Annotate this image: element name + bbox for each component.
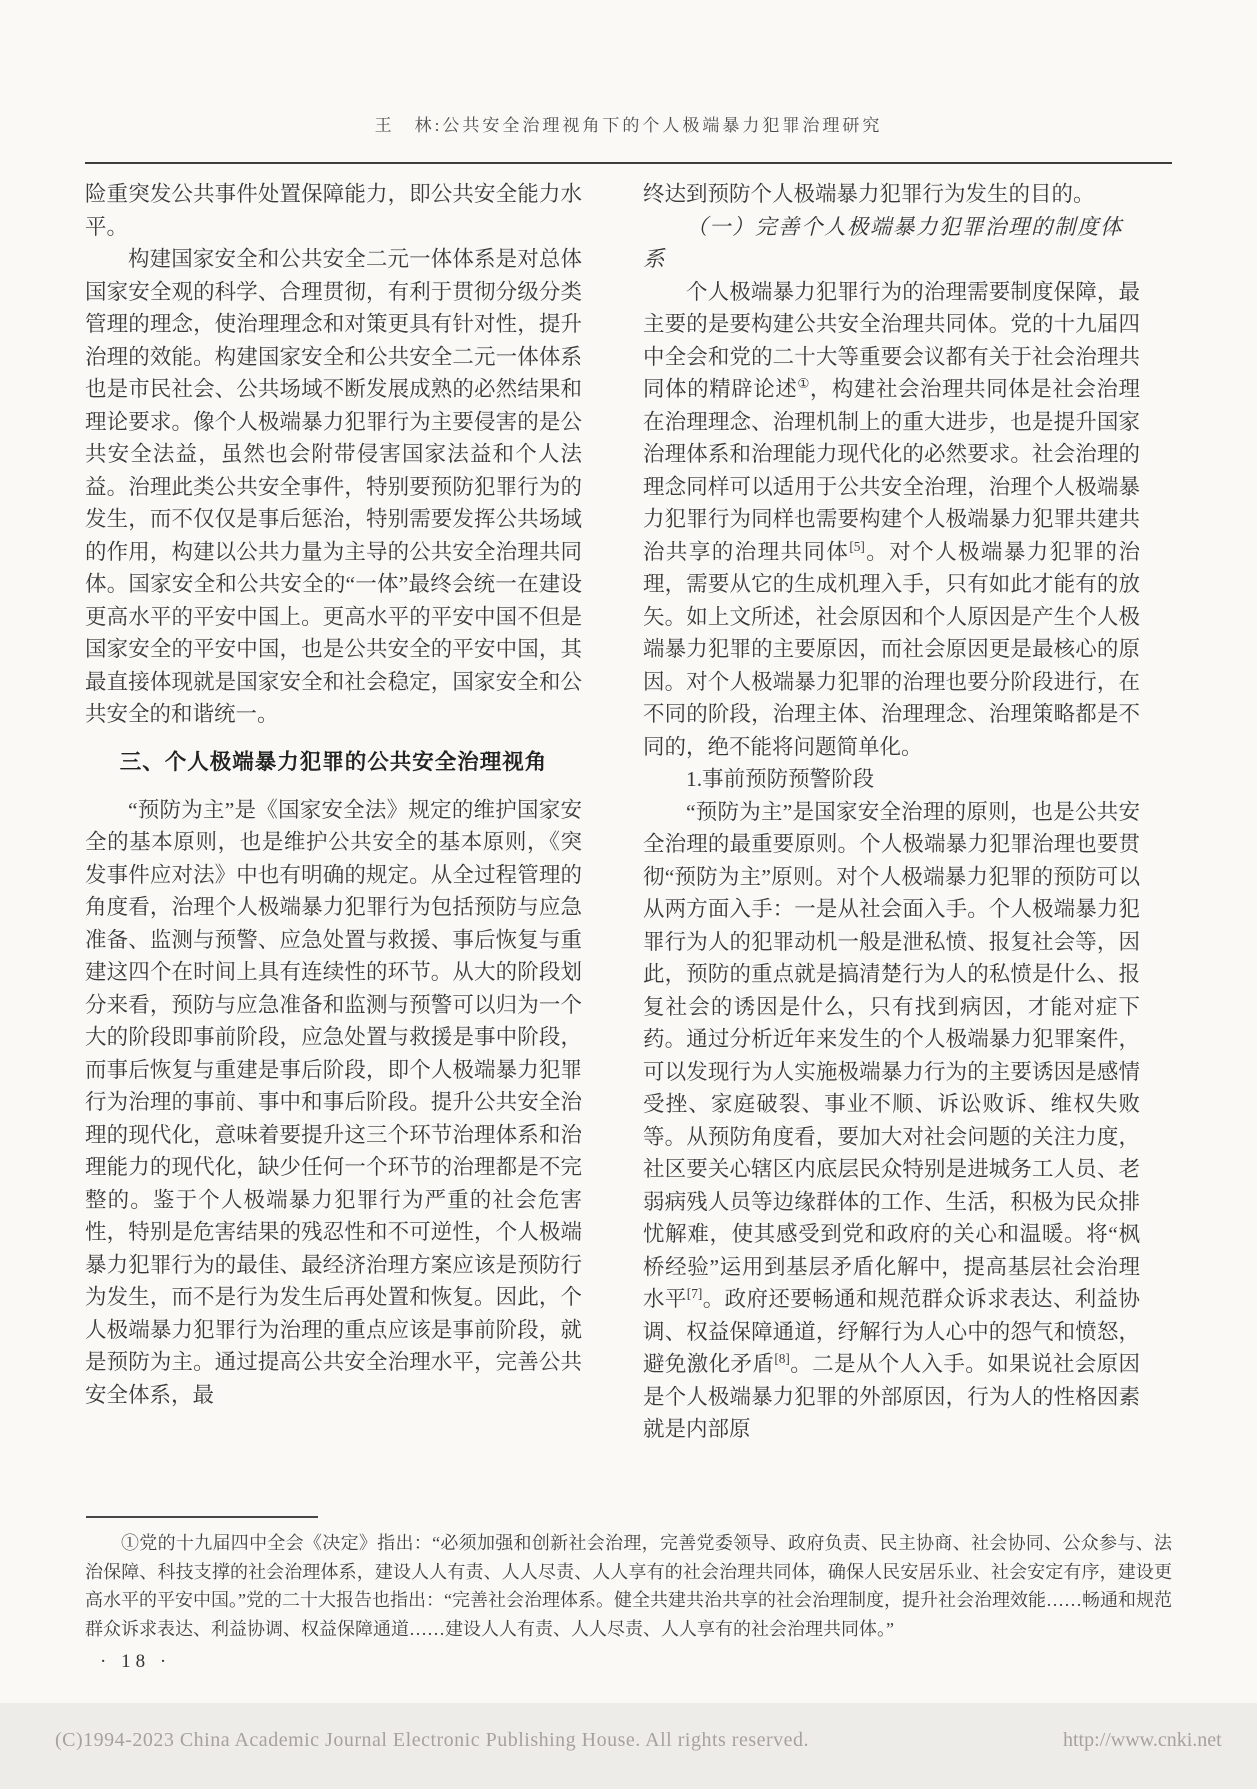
paragraph: “预防为主”是《国家安全法》规定的维护国家安全的基本原则，也是维护公共安全的基本原则，《突发事件应对法》中也有明确的规定。从全过程管理的角度看，治理个人极端暴力犯罪行为包括预防与应急准备、监测与预警、应急处置与救援、事后恢复与重建这四个在时间上具有连续性的环节。从大的阶段划分来看，预防与应急准备和监测与预警可以归为一个大的阶段即事前阶段，应急处置与救援是事中阶段，而事后恢复与重建是事后阶段，即个人极端暴力犯罪行为治理的事前、事中和事后阶段。提升公共安全治理的现代化，意味着要提升这三个环节治理体系和治理能力的现代化，缺少任何一个环节的治理都是不完整的。鉴于个人极端暴力犯罪行为严重的社会危害性，特别是危害结果的残忍性和不可逆性，个人极端暴力犯罪行为的最佳、最经济治理方案应该是预防行为发生，而不是行为发生后再处置和恢复。因此，个人极端暴力犯罪行为治理的重点应该是事前阶段，就是预防为主。通过提高公共安全治理水平，完善公共安全体系，最 bbox=[85, 797, 582, 1407]
copyright-footer bbox=[0, 1703, 1257, 1789]
subsection-heading: （一）完善个人极端暴力犯罪治理的制度体系 bbox=[643, 214, 1124, 271]
paragraph: 构建国家安全和公共安全二元一体体系是对总体国家安全观的科学、合理贯彻，有利于贯彻分级分类管理的理念，使治理理念和对策更具有针对性，提升治理的效能。构建国家安全和公共安全二元一体体系也是市民社会、公共场域不断发展成熟的必然结果和理论要求。像个人极端暴力犯罪行为主要侵害的是公共安全法益，虽然也会附带侵害国家法益和个人法益。治理此类公共安全事件，特别要预防犯罪行为的发生，而不仅仅是事后惩治，特别需要发挥公共场域的作用，构建以公共力量为主导的公共安全治理共同体。国家安全和公共安全的“一体”最终会统一在建设更高水平的平安中国上。更高水平的平安中国不但是国家安全的平安中国，也是公共安全的平安中国，其最直接体现就是国家安全和社会稳定，国家安全和公共安全的和谐统一。 bbox=[85, 247, 582, 726]
paragraph: 个人极端暴力犯罪行为的治理需要制度保障，最主要的是要构建公共安全治理共同体。党的十九届四中全会和党的二十大等重要会议都有关于社会治理共同体的精辟论述①，构建社会治理共同体是社会治理在治理理念、治理机制上的重大进步，也是提升国家治理体系和治理能力现代化的必然要求。社会治理的理念同样可以适用于公共安全治理，治理个人极端暴力犯罪行为同样也需要构建个人极端暴力犯罪共建共治共享的治理共同体[5]。对个人极端暴力犯罪的治理，需要从它的生成机理入手，只有如此才能有的放矢。如上文所述，社会原因和个人原因是产生个人极端暴力犯罪的主要原因，而社会原因更是最核心的原因。对个人极端暴力犯罪的治理也要分阶段进行，在不同的阶段，治理主体、治理理念、治理策略都是不同的，绝不能将问题简单化。 bbox=[643, 279, 1140, 759]
footnote-text: ①党的十九届四中全会《决定》指出：“必须加强和创新社会治理，完善党委领导、政府负责、民主协商、社会协同、公众参与、法治保障、科技支撑的社会治理体系，建设人人有责、人人尽责、人人享有的社会治理共同体，确保人民安居乐业、社会安定有序，建设更高水平的平安中国。”党的二十大报告也指出：“完善社会治理体系。健全共建共治共享的社会治理制度，提升社会治理效能……畅通和规范群众诉求表达、利益协调、权益保障通道……建设人人有责、人人尽责、人人享有的社会治理共同体。” bbox=[85, 1533, 1172, 1639]
section-heading: 三、个人极端暴力犯罪的公共安全治理视角 bbox=[119, 749, 548, 774]
header-rule bbox=[85, 162, 1172, 164]
paragraph: 险重突发公共事件处置保障能力，即公共安全能力水平。 bbox=[85, 182, 582, 239]
footer-url: http://www.cnki.net bbox=[1063, 1729, 1222, 1751]
page-number: · 18 · bbox=[100, 1651, 172, 1672]
footnote-ref: [5] bbox=[849, 538, 865, 554]
footnote-divider bbox=[86, 1516, 318, 1518]
copyright-text: (C)1994-2023 China Academic Journal Electronic Publishing House. All rights reserved. bbox=[55, 1729, 810, 1751]
paragraph: “预防为主”是国家安全治理的原则，也是公共安全治理的最重要原则。个人极端暴力犯罪治理也要贯彻“预防为主”原则。对个人极端暴力犯罪的预防可以从两方面入手：一是从社会面入手。个人极端暴力犯罪行为人的犯罪动机一般是泄私愤、报复社会等，因此，预防的重点就是搞清楚行为人的私愤是什么、报复社会的诱因是什么，只有找到病因，才能对症下药。通过分析近年来发生的个人极端暴力犯罪案件，可以发现行为人实施极端暴力行为的主要诱因是感情受挫、家庭破裂、事业不顺、诉讼败诉、维权失败等。从预防角度看，要加大对社会问题的关注力度，社区要关心辖区内底层民众特别是进城务工人员、老弱病残人员等边缘群体的工作、生活，积极为民众排忧解难，使其感受到党和政府的关心和温暖。将“枫桥经验”运用到基层矛盾化解中，提高基层社会治理水平[7]。政府还要畅通和规范群众诉求表达、利益协调、权益保障通道，纾解行为人心中的怨气和愤怒，避免激化矛盾[8]。二是从个人入手。如果说社会原因是个人极端暴力犯罪的外部原因，行为人的性格因素就是内部原 bbox=[643, 799, 1140, 1441]
left-column bbox=[85, 178, 582, 1446]
paragraph: 终达到预防个人极端暴力犯罪行为发生的目的。 bbox=[643, 182, 1095, 206]
footnote-ref: ① bbox=[797, 375, 810, 391]
article-body bbox=[85, 178, 1140, 1446]
running-header-title: 王 林:公共安全治理视角下的个人极端暴力犯罪治理研究 bbox=[374, 116, 883, 135]
right-column bbox=[643, 178, 1140, 1446]
footnote-ref: [7] bbox=[686, 1285, 703, 1301]
numbered-heading: 1.事前预防预警阶段 bbox=[686, 767, 875, 791]
footnote-ref: [8] bbox=[774, 1350, 790, 1366]
